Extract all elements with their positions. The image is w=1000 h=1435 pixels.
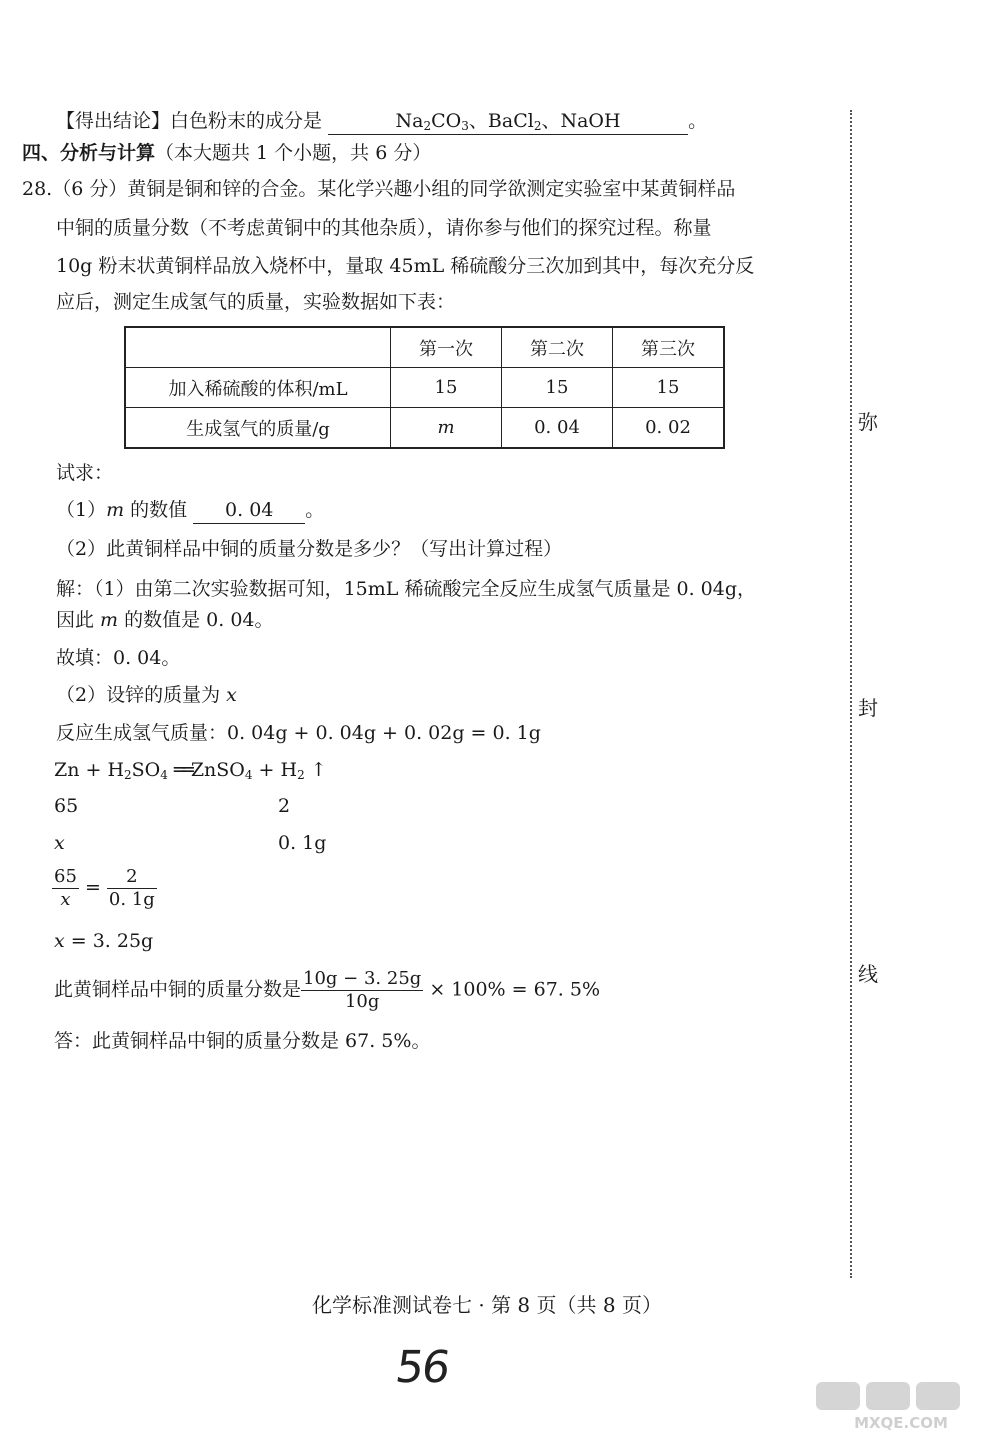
question-line-1: 28.（6 分）黄铜是铜和锌的合金。某化学兴趣小组的同学欲测定实验室中某黄铜样品 (22, 178, 736, 200)
margin-char-2: 封 (858, 696, 878, 720)
proportion: $\frac{65}{x}$ = $\frac{2}{0. 1g}$ (54, 866, 155, 910)
task-1: （1）m 的数值 0. 04 。 (56, 497, 324, 524)
question-number: 28. (22, 178, 53, 200)
table-header-cell: 第一次 (391, 327, 502, 368)
conclusion-answer: $Na_2CO_3$、BaCl$_2$、NaOH (328, 108, 688, 135)
seal-line (850, 110, 852, 1278)
margin-char-1: 弥 (858, 410, 878, 434)
ratio-x: x (54, 832, 65, 854)
tasks-intro: 试求： (56, 462, 114, 484)
final-answer: 答：此黄铜样品中铜的质量分数是 67. 5%。 (54, 1030, 431, 1052)
solution-line-2: 因此 m 的数值是 0. 04。 (56, 609, 274, 631)
margin-char-3: 线 (858, 962, 878, 986)
chemical-equation: $Zn + H_2SO_4$ ══ZnSO$_4$ + $H_2$ ↑ (54, 759, 327, 782)
watermark-logo (808, 1380, 994, 1432)
ratio-65: 65 (54, 795, 79, 817)
table-row (125, 408, 724, 449)
table-row (125, 368, 724, 408)
svg-text:MXQE.COM: MXQE.COM (854, 1414, 948, 1432)
question-line-2: 中铜的质量分数（不考虑黄铜中的其他杂质），请你参与他们的探究过程。称量 (56, 217, 712, 239)
table-cell: 15 (391, 368, 502, 408)
section-note: （本大题共 1 个小题，共 6 分） (155, 142, 432, 164)
task-1-answer: 0. 04 (193, 497, 305, 524)
table-cell: 15 (613, 368, 725, 408)
table-cell: 0. 02 (613, 408, 725, 449)
solution-line-3: 故填：0. 04。 (56, 647, 181, 669)
ratio-2: 2 (278, 795, 291, 817)
table-cell: m (391, 408, 502, 449)
conclusion-label: 【得出结论】白色粉末的成分是 (56, 110, 323, 132)
section-title: 四、分析与计算 (22, 142, 156, 164)
table-header-cell: 第三次 (613, 327, 725, 368)
solution-line-5: 反应生成氢气质量：0. 04g + 0. 04g + 0. 02g = 0. 1g (56, 722, 541, 744)
table-cell: 加入稀硫酸的体积/mL (125, 368, 391, 408)
table-cell: 15 (502, 368, 613, 408)
solution-line-1: 解：（1）由第二次实验数据可知，15mL 稀硫酸完全反应生成氢气质量是 0. 04g， (56, 578, 756, 600)
solution-line-4: （2）设锌的质量为 x (56, 684, 237, 706)
conclusion-line: 【得出结论】白色粉末的成分是 $Na_2CO_3$、BaCl$_2$、NaOH 。 (56, 110, 708, 133)
table-header-row (125, 327, 724, 368)
table-corner-cell (125, 327, 391, 368)
page-footer: 化学标准测试卷七 · 第 8 页（共 8 页） (312, 1293, 662, 1317)
data-table (124, 326, 725, 449)
section-heading (22, 140, 431, 166)
question-line-4: 应后，测定生成氢气的质量，实验数据如下表： (56, 291, 456, 313)
task-2: （2）此黄铜样品中铜的质量分数是多少？（写出计算过程） (56, 538, 563, 560)
table-header-cell: 第二次 (502, 327, 613, 368)
ratio-01g: 0. 1g (278, 832, 327, 854)
percent-calc: 此黄铜样品中铜的质量分数是 $\frac{10g - 3. 25g}{10g}$ × 100% = 67. 5% (54, 968, 601, 1012)
table-cell: 0. 04 (502, 408, 613, 449)
x-value: x = 3. 25g (54, 930, 154, 952)
question-line-3: 10g 粉末状黄铜样品放入烧杯中，量取 45mL 稀硫酸分三次加到其中，每次充分反 (56, 255, 755, 277)
table-cell: 生成氢气的质量/g (125, 408, 391, 449)
handwritten-page-number: 56 (392, 1342, 452, 1393)
